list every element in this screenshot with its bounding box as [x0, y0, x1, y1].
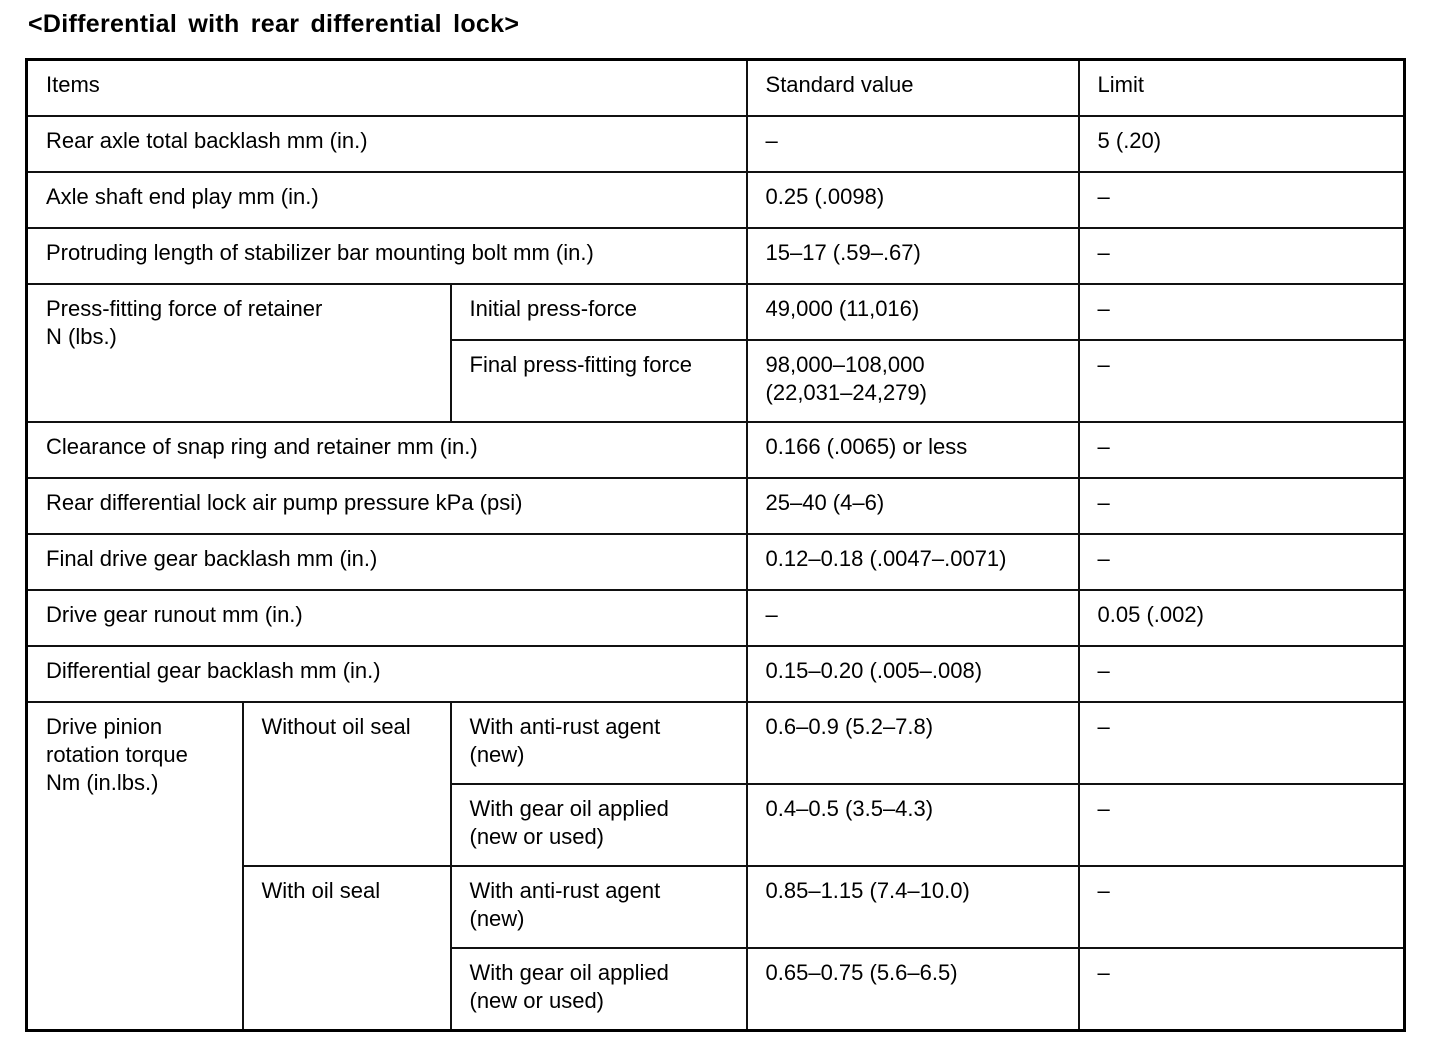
condition-cell: With oil seal [243, 866, 451, 1031]
limit-cell: – [1079, 534, 1405, 590]
limit-cell: – [1079, 340, 1405, 422]
standard-value-cell: 15–17 (.59–.67) [747, 228, 1079, 284]
table-row [27, 228, 1405, 284]
header-limit: Limit [1079, 60, 1405, 117]
item-cell: Press-fitting force of retainer N (lbs.) [27, 284, 451, 422]
item-cell: Rear axle total backlash mm (in.) [27, 116, 747, 172]
sub-item-cell: Final press-fitting force [451, 340, 747, 422]
table-row [27, 534, 1405, 590]
table-row [27, 590, 1405, 646]
table-row [27, 478, 1405, 534]
table-row [27, 646, 1405, 702]
limit-cell: – [1079, 478, 1405, 534]
page-title: <Differential with rear differential lock> [28, 10, 520, 38]
item-cell: Clearance of snap ring and retainer mm (in.) [27, 422, 747, 478]
condition-cell: Without oil seal [243, 702, 451, 866]
table-row [27, 172, 1405, 228]
table-row [27, 116, 1405, 172]
table-row [27, 422, 1405, 478]
table-row [27, 702, 1405, 784]
limit-cell: – [1079, 422, 1405, 478]
limit-cell: – [1079, 646, 1405, 702]
limit-cell: – [1079, 866, 1405, 948]
limit-cell: – [1079, 784, 1405, 866]
item-cell: Final drive gear backlash mm (in.) [27, 534, 747, 590]
sub-item-cell: With anti-rust agent (new) [451, 702, 747, 784]
item-cell: Rear differential lock air pump pressure kPa (psi) [27, 478, 747, 534]
standard-value-cell: 0.6–0.9 (5.2–7.8) [747, 702, 1079, 784]
standard-value-cell: 49,000 (11,016) [747, 284, 1079, 340]
standard-value-cell: 25–40 (4–6) [747, 478, 1079, 534]
limit-cell: – [1079, 172, 1405, 228]
standard-value-cell: 0.4–0.5 (3.5–4.3) [747, 784, 1079, 866]
item-cell: Differential gear backlash mm (in.) [27, 646, 747, 702]
item-cell: Axle shaft end play mm (in.) [27, 172, 747, 228]
standard-value-cell: 0.166 (.0065) or less [747, 422, 1079, 478]
specification-table [25, 58, 1406, 1032]
limit-cell: – [1079, 228, 1405, 284]
sub-item-cell: With gear oil applied (new or used) [451, 948, 747, 1031]
header-standard-value: Standard value [747, 60, 1079, 117]
standard-value-cell: 0.65–0.75 (5.6–6.5) [747, 948, 1079, 1031]
limit-cell: – [1079, 284, 1405, 340]
item-cell: Drive pinion rotation torque Nm (in.lbs.) [27, 702, 243, 1031]
standard-value-cell: – [747, 116, 1079, 172]
standard-value-cell: 98,000–108,000 (22,031–24,279) [747, 340, 1079, 422]
table-row [27, 284, 1405, 340]
header-items: Items [27, 60, 747, 117]
sub-item-cell: Initial press-force [451, 284, 747, 340]
header-row [27, 60, 1405, 117]
item-cell: Protruding length of stabilizer bar mounting bolt mm (in.) [27, 228, 747, 284]
limit-cell: – [1079, 948, 1405, 1031]
limit-cell: 0.05 (.002) [1079, 590, 1405, 646]
standard-value-cell: 0.85–1.15 (7.4–10.0) [747, 866, 1079, 948]
limit-cell: – [1079, 702, 1405, 784]
limit-cell: 5 (.20) [1079, 116, 1405, 172]
sub-item-cell: With anti-rust agent (new) [451, 866, 747, 948]
standard-value-cell: 0.12–0.18 (.0047–.0071) [747, 534, 1079, 590]
standard-value-cell: 0.25 (.0098) [747, 172, 1079, 228]
standard-value-cell: 0.15–0.20 (.005–.008) [747, 646, 1079, 702]
sub-item-cell: With gear oil applied (new or used) [451, 784, 747, 866]
item-cell: Drive gear runout mm (in.) [27, 590, 747, 646]
standard-value-cell: – [747, 590, 1079, 646]
